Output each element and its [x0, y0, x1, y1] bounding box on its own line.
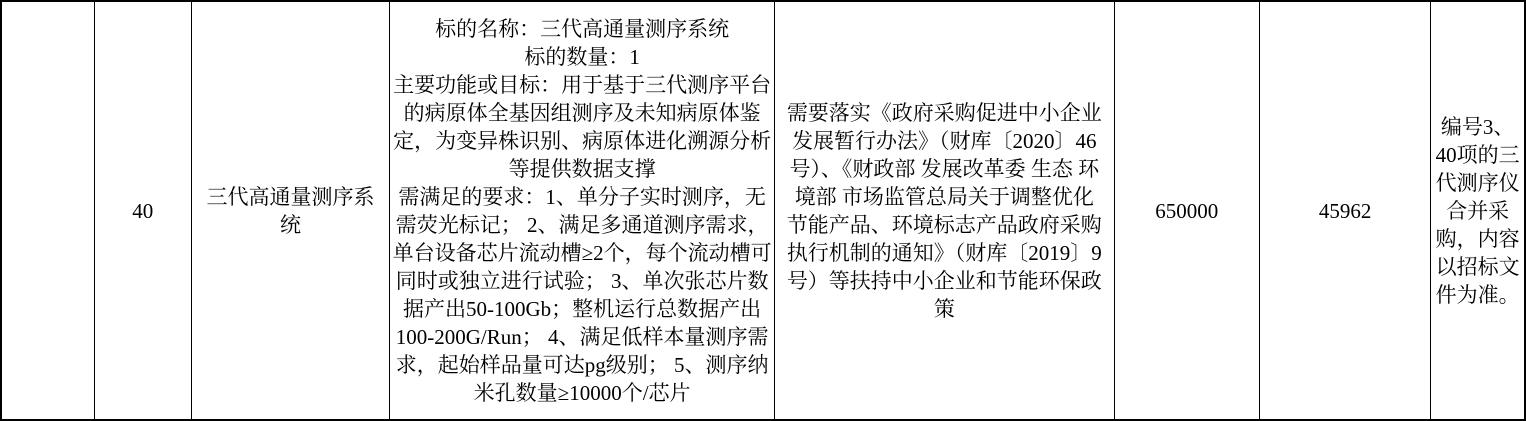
amount-value-1: 650000	[1155, 198, 1219, 223]
policy-text: 需要落实《政府采购促进中小企业发展暂行办法》（财库〔2020〕46号）、《财政部 发展改革委 生态 环境部 市场监管总局关于调整优化节能产品、环境标志产品政府采购执行机制的通知》（财库〔2019〕9号）等扶持中小企业和节能环保政策	[786, 100, 1102, 321]
amount-value-2: 45962	[1318, 198, 1372, 223]
empty-cell	[1, 1, 94, 420]
merger-note-cell	[1431, 1, 1525, 420]
table-row	[1, 1, 1525, 420]
policy-cell	[774, 1, 1114, 420]
spec-main-function: 主要功能或目标：用于基于三代测序平台的病原体全基因组测序及未知病原体鉴定，为变异株识别、病原体进化溯源分析等提供数据支撑	[393, 72, 772, 181]
spec-requirements: 需满足的要求：1、单分子实时测序，无需荧光标记； 2、满足多通道测序需求，单台设备芯片流动槽≥2个，每个流动槽可同时或独立进行试验； 3、单次张芯片数据产出50-100Gb；整机运行总数据产出100-200G/Run； 4、满足低样本量测序需求，起始样品量可达pg级别； 5、测序纳米孔数量≥10000个/芯片	[392, 184, 772, 405]
spec-target-quantity: 标的数量：1	[524, 44, 640, 69]
amount-cell-1	[1114, 1, 1259, 420]
sequence-number: 40	[132, 198, 154, 223]
merger-note-text: 编号3、40项的三代测序仪合并采购，内容以招标文件为准。	[1435, 114, 1520, 307]
specification-cell	[390, 1, 775, 420]
item-name: 三代高通量测序系统	[206, 184, 375, 237]
sequence-number-cell	[94, 1, 191, 420]
amount-cell-2	[1259, 1, 1430, 420]
item-name-cell	[191, 1, 389, 420]
spec-target-name: 标的名称：三代高通量测序系统	[435, 16, 730, 41]
